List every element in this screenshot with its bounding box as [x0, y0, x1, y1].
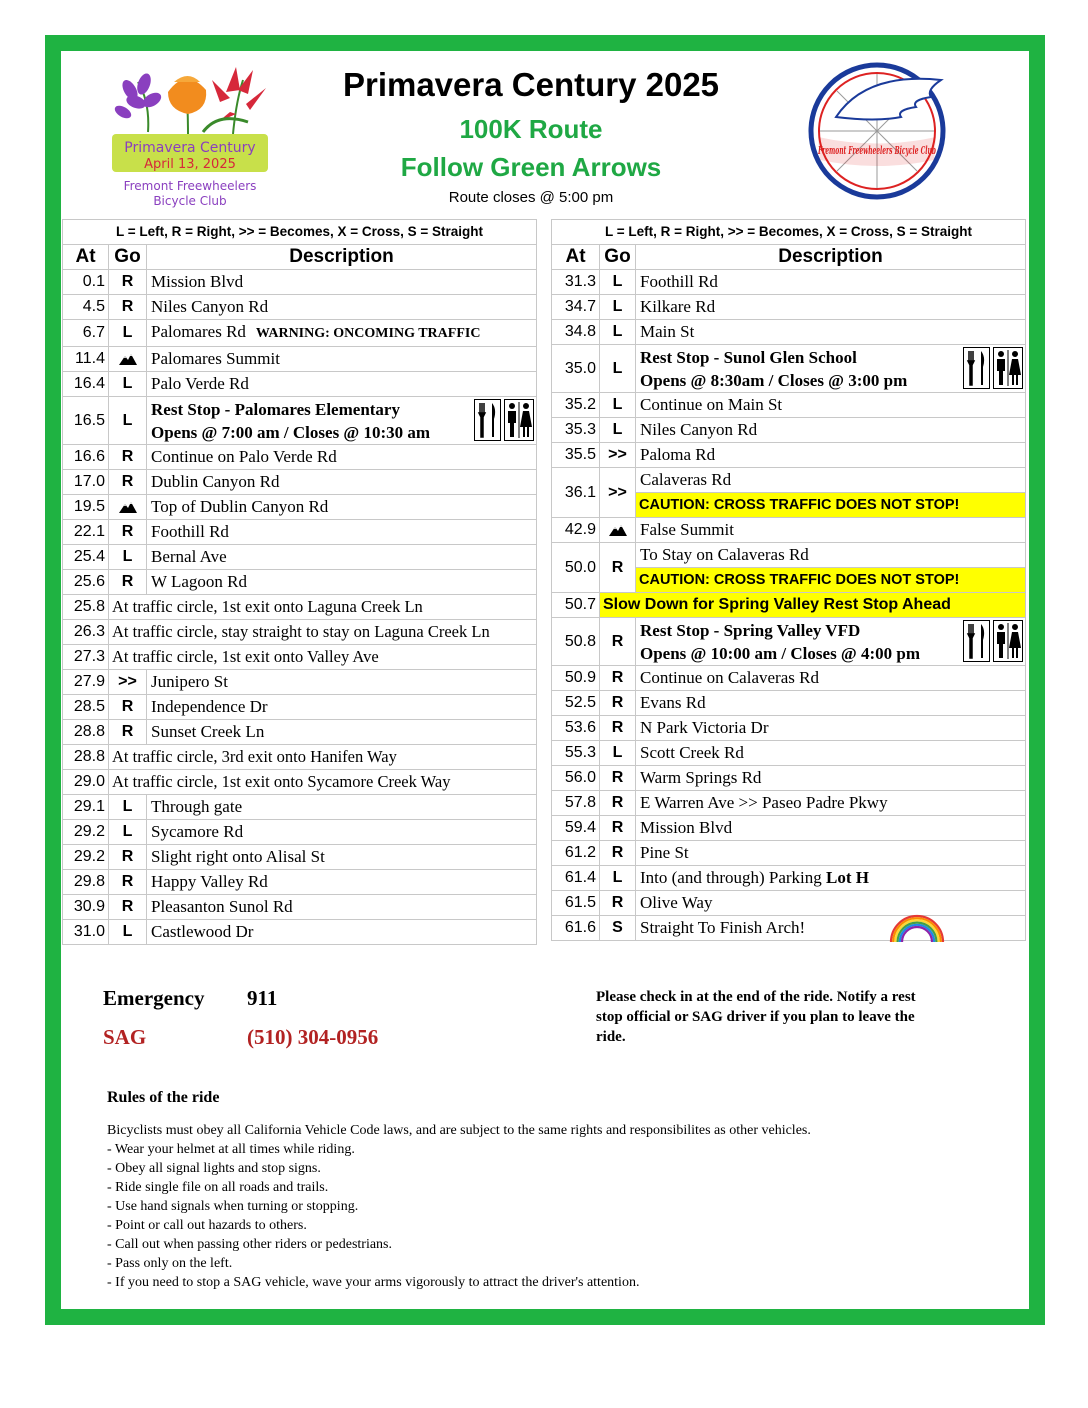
direction-text: [147, 870, 537, 895]
route-row: [63, 372, 537, 397]
route-row: [63, 920, 537, 945]
route-row: [552, 593, 1026, 618]
street-name: Pleasanton Sunol Rd: [151, 897, 293, 916]
route-closes: Route closes @ 5:00 pm: [448, 189, 614, 206]
direction-text: [636, 791, 1026, 816]
route-row: [63, 895, 537, 920]
turn-direction: R: [600, 618, 636, 666]
turn-direction: L: [109, 397, 147, 445]
direction-text: At traffic circle, 1st exit onto Laguna Creek Ln: [109, 595, 537, 620]
rest-stop: [636, 345, 1026, 393]
direction-text: [636, 716, 1026, 741]
street-name: Sunset Creek Ln: [151, 722, 265, 741]
amenities: [474, 399, 534, 441]
route-row: [552, 443, 1026, 468]
street-name: Niles Canyon Rd: [151, 297, 269, 316]
street-name: Main St: [640, 322, 695, 341]
mileage: 35.0: [552, 345, 600, 393]
rules-heading: Rules of the ride: [107, 1089, 220, 1106]
rest-stop: [636, 618, 1026, 666]
turn-direction: R: [600, 716, 636, 741]
direction-text: [147, 545, 537, 570]
direction-text: [636, 468, 1026, 493]
street-name: Niles Canyon Rd: [640, 420, 758, 439]
route-row: [63, 745, 537, 770]
col-description: Description: [147, 245, 537, 270]
mileage: 61.6: [552, 916, 600, 941]
restroom-icon: [993, 347, 1023, 389]
mileage: 25.6: [63, 570, 109, 595]
street-name: Top of Dublin Canyon Rd: [151, 497, 329, 516]
follow-arrows: Follow Green Arrows: [400, 152, 662, 182]
emergency-number: 911: [247, 986, 278, 1010]
street-name: Scott Creek Rd: [640, 743, 744, 762]
mileage: 35.5: [552, 443, 600, 468]
street-name: Palomares Rd: [151, 322, 246, 341]
street-name: Warm Springs Rd: [640, 768, 762, 787]
sag-label: SAG: [103, 1025, 147, 1049]
turn-direction: R: [109, 270, 147, 295]
street-name: Palo Verde Rd: [151, 374, 249, 393]
mileage: 35.2: [552, 393, 600, 418]
mileage: 56.0: [552, 766, 600, 791]
col-at: At: [63, 245, 109, 270]
direction-text: [147, 920, 537, 945]
mileage: 28.8: [63, 745, 109, 770]
route-row: [552, 791, 1026, 816]
mileage: 19.5: [63, 495, 109, 520]
route-name: 100K Route: [459, 114, 603, 144]
direction-text: [147, 520, 537, 545]
mileage: 29.2: [63, 845, 109, 870]
col-go: Go: [109, 245, 147, 270]
food-icon: [474, 399, 501, 441]
direction-text: [147, 495, 537, 520]
direction-text: [147, 695, 537, 720]
rule-line: - Ride single file on all roads and trails.: [107, 1180, 329, 1195]
direction-text: [147, 720, 537, 745]
street-name: Through gate: [151, 797, 243, 816]
mileage: 27.9: [63, 670, 109, 695]
mileage: 35.3: [552, 418, 600, 443]
mountain-icon: [119, 501, 137, 513]
mileage: 6.7: [63, 320, 109, 347]
street-name: Palomares Summit: [151, 349, 280, 368]
direction-text: At traffic circle, 1st exit onto Valley Ave: [109, 645, 537, 670]
street-name: Slight right onto Alisal St: [151, 847, 325, 866]
street-name: Mission Blvd: [151, 272, 244, 291]
check-in-notice: Please check in at the end of the ride. Notify a rest stop official or SAG driver if you plan to leave the ride.: [596, 989, 916, 1045]
amenities: [963, 347, 1023, 389]
turn-direction: L: [109, 545, 147, 570]
route-row: [63, 295, 537, 320]
route-row: [552, 716, 1026, 741]
mileage: 52.5: [552, 691, 600, 716]
finish-arch-icon: [887, 918, 947, 942]
turn-direction: >>: [600, 443, 636, 468]
route-row: [552, 766, 1026, 791]
rule-line: - Call out when passing other riders or pedestrians.: [107, 1237, 392, 1252]
turn-direction: R: [109, 845, 147, 870]
route-row: [63, 845, 537, 870]
slow-down-warning: Slow Down for Spring Valley Rest Stop Ahead: [600, 593, 1026, 618]
mileage: 16.5: [63, 397, 109, 445]
direction-text: [147, 795, 537, 820]
street-name: Happy Valley Rd: [151, 872, 268, 891]
turn-direction: L: [109, 820, 147, 845]
turn-direction: [109, 495, 147, 520]
mileage: 29.1: [63, 795, 109, 820]
route-row: [63, 770, 537, 795]
mileage: 22.1: [63, 520, 109, 545]
rule-line: - Point or call out hazards to others.: [107, 1218, 307, 1233]
direction-text: [636, 816, 1026, 841]
direction-text: At traffic circle, 1st exit onto Sycamore Creek Way: [109, 770, 537, 795]
mileage: 27.3: [63, 645, 109, 670]
mileage: 0.1: [63, 270, 109, 295]
route-row: [63, 495, 537, 520]
turn-direction: S: [600, 916, 636, 941]
route-row: [63, 695, 537, 720]
mileage: 29.0: [63, 770, 109, 795]
turn-direction: L: [109, 795, 147, 820]
rule-line: - Obey all signal lights and stop signs.: [107, 1161, 321, 1176]
route-row: [552, 418, 1026, 443]
route-row: [63, 570, 537, 595]
turn-direction: R: [600, 841, 636, 866]
mileage: 50.7: [552, 593, 600, 618]
mileage: 61.5: [552, 891, 600, 916]
mileage: 28.8: [63, 720, 109, 745]
route-row: [63, 670, 537, 695]
rules-list: [107, 1121, 811, 1292]
street-name: Paloma Rd: [640, 445, 716, 464]
turn-direction: R: [109, 295, 147, 320]
route-row: [552, 393, 1026, 418]
turn-direction: [109, 347, 147, 372]
street-name: Independence Dr: [151, 697, 268, 716]
route-row: [63, 645, 537, 670]
direction-text: [636, 518, 1026, 543]
direction-text: [636, 891, 1026, 916]
route-row: [552, 741, 1026, 766]
mileage: 28.5: [63, 695, 109, 720]
primavera-logo: [108, 62, 272, 210]
mileage: 30.9: [63, 895, 109, 920]
route-row: [63, 820, 537, 845]
route-row: [552, 295, 1026, 320]
mileage: 61.4: [552, 866, 600, 891]
route-row: [552, 891, 1026, 916]
turn-direction: R: [109, 570, 147, 595]
route-row: [63, 347, 537, 372]
turn-direction: L: [600, 866, 636, 891]
food-icon: [963, 347, 990, 389]
turn-direction: R: [600, 691, 636, 716]
turn-direction: R: [109, 895, 147, 920]
svg-text:April 13, 2025: April 13, 2025: [144, 157, 236, 172]
mileage: 55.3: [552, 741, 600, 766]
route-table-left: [62, 219, 537, 945]
direction-text: [636, 691, 1026, 716]
legend: L = Left, R = Right, >> = Becomes, X = Cross, S = Straight: [552, 220, 1026, 245]
turn-direction: L: [600, 345, 636, 393]
mountain-icon: [119, 353, 137, 365]
direction-text: [147, 470, 537, 495]
street-name: Straight To Finish Arch!: [640, 918, 806, 937]
street-name: Dublin Canyon Rd: [151, 472, 280, 491]
rest-stop-hours: Opens @ 7:00 am / Closes @ 10:30 am: [151, 423, 431, 442]
route-row: [552, 866, 1026, 891]
mileage: 50.9: [552, 666, 600, 691]
restroom-icon: [993, 620, 1023, 662]
route-row: [63, 545, 537, 570]
direction-text: [147, 895, 537, 920]
food-icon: [963, 620, 990, 662]
col-description: Description: [636, 245, 1026, 270]
caution-text: CAUTION: CROSS TRAFFIC DOES NOT STOP!: [636, 568, 1026, 593]
rule-line: Bicyclists must obey all California Vehicle Code laws, and are subject to the same rights and responsibilites as other vehicles.: [107, 1123, 811, 1138]
turn-direction: L: [109, 372, 147, 397]
mileage: 25.4: [63, 545, 109, 570]
svg-text:Primavera Century: Primavera Century: [124, 140, 256, 156]
svg-text:Bicycle Club: Bicycle Club: [153, 194, 227, 208]
direction-text: [636, 543, 1026, 568]
route-row: [63, 870, 537, 895]
direction-text: [636, 295, 1026, 320]
route-row: [552, 666, 1026, 691]
rest-stop: [147, 397, 537, 445]
mileage: 4.5: [63, 295, 109, 320]
street-name: Castlewood Dr: [151, 922, 254, 941]
mileage: 16.4: [63, 372, 109, 397]
street-name: Olive Way: [640, 893, 713, 912]
restroom-icon: [504, 399, 534, 441]
svg-text:Fremont Freewheelers Bicycle C: Fremont Freewheelers Bicycle Club: [817, 144, 937, 157]
svg-text:Fremont Freewheelers: Fremont Freewheelers: [123, 179, 257, 193]
street-name: Pine St: [640, 843, 689, 862]
turn-direction: R: [109, 870, 147, 895]
mileage: 42.9: [552, 518, 600, 543]
turn-direction: R: [600, 891, 636, 916]
mileage: 26.3: [63, 620, 109, 645]
turn-direction: R: [109, 445, 147, 470]
mileage: 53.6: [552, 716, 600, 741]
turn-direction: L: [600, 393, 636, 418]
direction-text: [636, 866, 1026, 891]
route-row: [63, 720, 537, 745]
turn-direction: R: [600, 543, 636, 593]
rest-stop-name: Rest Stop - Spring Valley VFD: [640, 621, 861, 640]
direction-text: [636, 320, 1026, 345]
direction-text: At traffic circle, stay straight to stay on Laguna Creek Ln: [109, 620, 537, 645]
route-row: [552, 270, 1026, 295]
mileage: 50.0: [552, 543, 600, 593]
route-row: [63, 520, 537, 545]
turn-direction: R: [109, 520, 147, 545]
turn-direction: R: [109, 695, 147, 720]
turn-direction: L: [600, 741, 636, 766]
route-row: [552, 916, 1026, 941]
rest-stop-hours: Opens @ 10:00 am / Closes @ 4:00 pm: [640, 644, 921, 663]
street-name: Sycamore Rd: [151, 822, 244, 841]
street-name: To Stay on Calaveras Rd: [640, 545, 809, 564]
col-go: Go: [600, 245, 636, 270]
rest-stop-name: Rest Stop - Palomares Elementary: [151, 400, 400, 419]
mileage: 17.0: [63, 470, 109, 495]
turn-direction: R: [600, 666, 636, 691]
rest-stop-name: Rest Stop - Sunol Glen School: [640, 348, 857, 367]
turn-direction: L: [600, 295, 636, 320]
mileage: 29.8: [63, 870, 109, 895]
street-name: Continue on Palo Verde Rd: [151, 447, 337, 466]
route-row: [552, 320, 1026, 345]
direction-text: [147, 320, 537, 347]
legend: L = Left, R = Right, >> = Becomes, X = Cross, S = Straight: [63, 220, 537, 245]
mileage: 50.8: [552, 618, 600, 666]
route-table-right: [551, 219, 1026, 941]
direction-text: [636, 766, 1026, 791]
mileage: 57.8: [552, 791, 600, 816]
direction-text: At traffic circle, 3rd exit onto Hanifen Way: [109, 745, 537, 770]
route-row: [63, 595, 537, 620]
mileage: 34.7: [552, 295, 600, 320]
turn-direction: >>: [109, 670, 147, 695]
street-name: Calaveras Rd: [640, 470, 732, 489]
direction-text: [636, 666, 1026, 691]
street-name: False Summit: [640, 520, 734, 539]
route-row: [552, 841, 1026, 866]
turn-direction: [600, 518, 636, 543]
caution-text: CAUTION: CROSS TRAFFIC DOES NOT STOP!: [636, 493, 1026, 518]
street-name: N Park Victoria Dr: [640, 718, 769, 737]
route-row: [552, 543, 1026, 568]
mileage: 31.0: [63, 920, 109, 945]
mileage: 59.4: [552, 816, 600, 841]
route-row: [552, 816, 1026, 841]
mileage: 31.3: [552, 270, 600, 295]
rule-line: - Use hand signals when turning or stopping.: [107, 1199, 359, 1214]
route-row: [552, 691, 1026, 716]
rule-line: - If you need to stop a SAG vehicle, wave your arms vigorously to attract the driver's attention.: [107, 1275, 640, 1290]
oncoming-traffic-warning: WARNING: ONCOMING TRAFFIC: [255, 326, 481, 341]
mileage: 34.8: [552, 320, 600, 345]
turn-direction: L: [109, 320, 147, 347]
street-name: Junipero St: [151, 672, 228, 691]
route-row: [63, 445, 537, 470]
direction-text: [636, 393, 1026, 418]
mileage: 29.2: [63, 820, 109, 845]
direction-text: [147, 445, 537, 470]
street-name: Continue on Calaveras Rd: [640, 668, 819, 687]
street-name: Kilkare Rd: [640, 297, 716, 316]
mileage: 16.6: [63, 445, 109, 470]
mileage: 11.4: [63, 347, 109, 372]
direction-text: [147, 570, 537, 595]
turn-direction: R: [600, 791, 636, 816]
route-row: [63, 320, 537, 347]
street-name: Mission Blvd: [640, 818, 733, 837]
street-name: Continue on Main St: [640, 395, 783, 414]
direction-text: [147, 372, 537, 397]
route-row: [552, 518, 1026, 543]
club-logo: [806, 62, 948, 200]
turn-direction: L: [600, 270, 636, 295]
route-row: [63, 270, 537, 295]
page-title: Primavera Century 2025: [342, 66, 720, 103]
amenities: [963, 620, 1023, 662]
street-name: Foothill Rd: [151, 522, 229, 541]
parking-lot: Lot H: [826, 868, 870, 887]
street-name: Into (and through) Parking: [640, 868, 827, 887]
sag-number: (510) 304-0956: [247, 1025, 379, 1049]
route-row: [552, 468, 1026, 493]
rest-stop-hours: Opens @ 8:30am / Closes @ 3:00 pm: [640, 371, 908, 390]
turn-direction: L: [600, 418, 636, 443]
flowers-icon: [113, 67, 266, 134]
turn-direction: R: [600, 766, 636, 791]
mileage: 61.2: [552, 841, 600, 866]
mountain-icon: [609, 524, 627, 536]
turn-direction: L: [600, 320, 636, 345]
direction-text: [147, 820, 537, 845]
mileage: 25.8: [63, 595, 109, 620]
street-name: Bernal Ave: [151, 547, 227, 566]
turn-direction: R: [109, 470, 147, 495]
turn-direction: R: [600, 816, 636, 841]
rule-line: - Wear your helmet at all times while riding.: [107, 1142, 355, 1157]
direction-text: [147, 270, 537, 295]
col-at: At: [552, 245, 600, 270]
direction-text: [636, 270, 1026, 295]
turn-direction: >>: [600, 468, 636, 518]
direction-text: [147, 347, 537, 372]
direction-text: [636, 418, 1026, 443]
route-row: [63, 470, 537, 495]
mileage: 36.1: [552, 468, 600, 518]
direction-text: [636, 741, 1026, 766]
rule-line: - Pass only on the left.: [107, 1256, 233, 1271]
direction-text: [147, 670, 537, 695]
route-row: [63, 620, 537, 645]
direction-text: [147, 845, 537, 870]
direction-text: [636, 841, 1026, 866]
turn-direction: L: [109, 920, 147, 945]
direction-text: [636, 916, 1026, 941]
emergency-label: Emergency: [103, 986, 205, 1010]
street-name: E Warren Ave >> Paseo Padre Pkwy: [640, 793, 888, 812]
street-name: Evans Rd: [640, 693, 706, 712]
street-name: W Lagoon Rd: [151, 572, 248, 591]
route-row: [63, 795, 537, 820]
direction-text: [636, 443, 1026, 468]
street-name: Foothill Rd: [640, 272, 718, 291]
turn-direction: R: [109, 720, 147, 745]
direction-text: [147, 295, 537, 320]
